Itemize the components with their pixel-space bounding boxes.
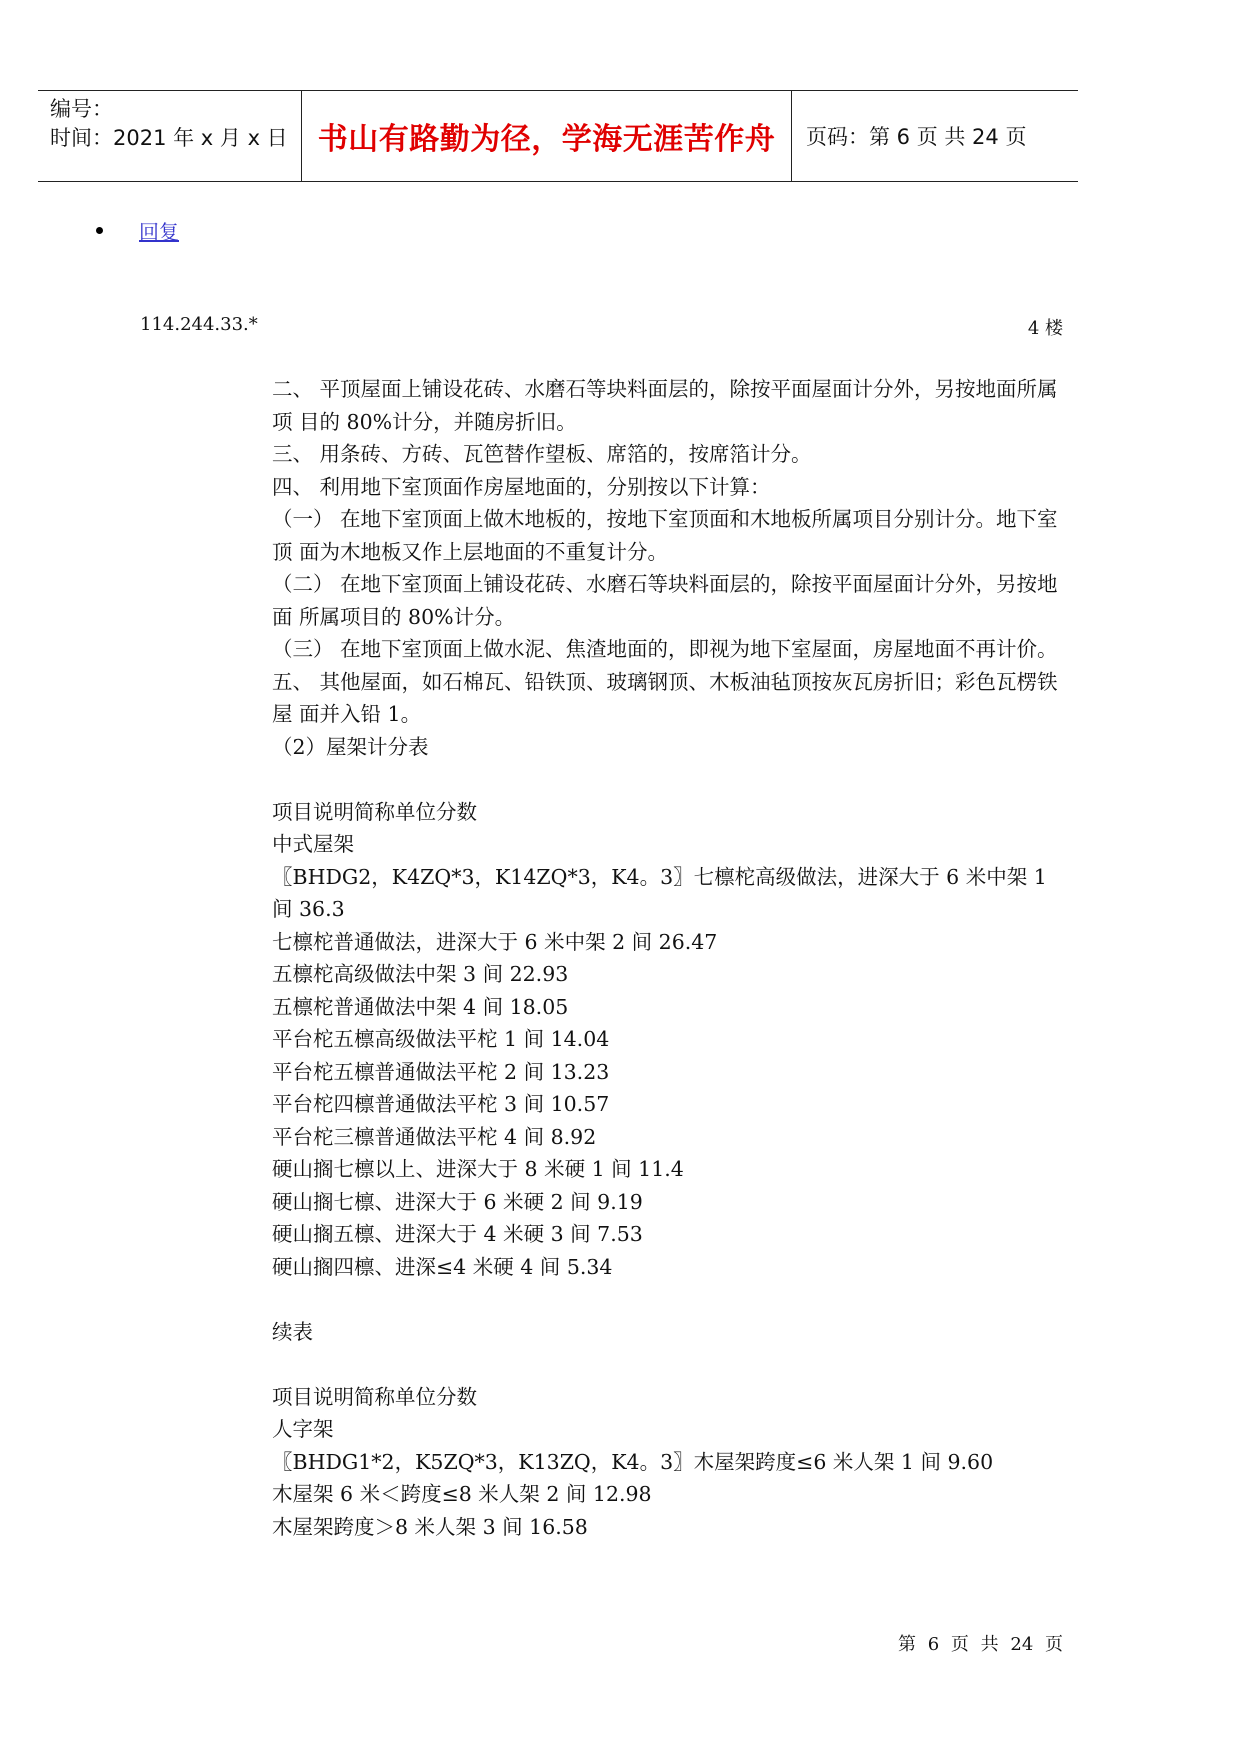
paragraph: （一） 在地下室顶面上做木地板的，按地下室顶面和木地板所属项目分别计分。地下室顶 面为木地板又作上层地面的不重复计分。 [272, 507, 1058, 564]
header-motto: 书山有路勤为径，学海无涯苦作舟 [302, 91, 792, 181]
table-category: 人字架 [272, 1417, 334, 1441]
post-content [272, 373, 1067, 1543]
paragraph: （三） 在地下室顶面上做水泥、焦渣地面的，即视为地下室屋面，房屋地面不再计价。 [272, 637, 1058, 661]
table-header: 项目说明简称单位分数 [272, 799, 477, 824]
table-row: 硬山搁四檩、进深≤4 米硬 4 间 5.34 [272, 1254, 613, 1279]
section-title: （2）屋架计分表 [272, 734, 429, 759]
reply-link[interactable]: 回复 [139, 220, 179, 244]
poster-ip: 114.244.33.* [140, 314, 258, 335]
bullet-icon [96, 227, 103, 234]
page-footer: 第 6 页 共 24 页 [898, 1634, 1063, 1655]
table-row: 硬山搁七檩、进深大于 6 米硬 2 间 9.19 [272, 1189, 643, 1214]
time-label: 时间：2021 年 x 月 x 日 [50, 126, 288, 150]
table-category: 中式屋架 [272, 832, 354, 856]
table-row: 五檩柁普通做法中架 4 间 18.05 [272, 994, 569, 1019]
serial-label: 编号： [50, 97, 113, 121]
paragraph: 四、 利用地下室顶面作房屋地面的，分别按以下计算： [272, 474, 771, 499]
header-meta [38, 91, 302, 181]
paragraph: 五、 其他屋面，如石棉瓦、铅铁顶、玻璃钢顶、木板油毡顶按灰瓦房折旧；彩色瓦楞铁屋 面并入铅 1。 [272, 669, 1058, 726]
table-row: 平台柁三檩普通做法平柁 4 间 8.92 [272, 1124, 597, 1149]
table-row: 〖BHDG2，K4ZQ*3，K14ZQ*3，K4。3〗七檩柁高级做法，进深大于 6 米中架 1 间 36.3 [272, 864, 1047, 921]
header-page-info: 页码：第 6 页 共 24 页 [806, 125, 1027, 149]
table-row: 硬山搁五檩、进深大于 4 米硬 3 间 7.53 [272, 1222, 643, 1246]
paragraph: 二、 平顶屋面上铺设花砖、水磨石等块料面层的，除按平面屋面计分外，另按地面所属项 目的 80%计分，并随房折旧。 [272, 377, 1058, 434]
table-row: 平台柁四檩普通做法平柁 3 间 10.57 [272, 1092, 610, 1116]
table-row: 七檩柁普通做法，进深大于 6 米中架 2 间 26.47 [272, 929, 718, 954]
table-row: 平台柁五檩普通做法平柁 2 间 13.23 [272, 1059, 610, 1084]
paragraph: （二） 在地下室顶面上铺设花砖、水磨石等块料面层的，除按平面屋面计分外，另按地面 所属项目的 80%计分。 [272, 572, 1058, 629]
floor-number: 4 楼 [1027, 318, 1063, 339]
table-header: 项目说明简称单位分数 [272, 1384, 477, 1409]
table-row: 木屋架 6 米＜跨度≤8 米人架 2 间 12.98 [272, 1482, 652, 1506]
table-row: 〖BHDG1*2，K5ZQ*3，K13ZQ，K4。3〗木屋架跨度≤6 米人架 1 间 9.60 [272, 1449, 994, 1474]
table-row: 硬山搁七檩以上、进深大于 8 米硬 1 间 11.4 [272, 1157, 684, 1181]
table-row: 五檩柁高级做法中架 3 间 22.93 [272, 962, 569, 986]
table-row: 平台柁五檩高级做法平柁 1 间 14.04 [272, 1027, 610, 1051]
page-header [38, 90, 1078, 182]
table-row: 木屋架跨度＞8 米人架 3 间 16.58 [272, 1514, 588, 1539]
paragraph: 三、 用条砖、方砖、瓦笆替作望板、席箔的，按席箔计分。 [272, 442, 812, 466]
continued-label: 续表 [272, 1319, 313, 1344]
reply-item [96, 216, 179, 245]
